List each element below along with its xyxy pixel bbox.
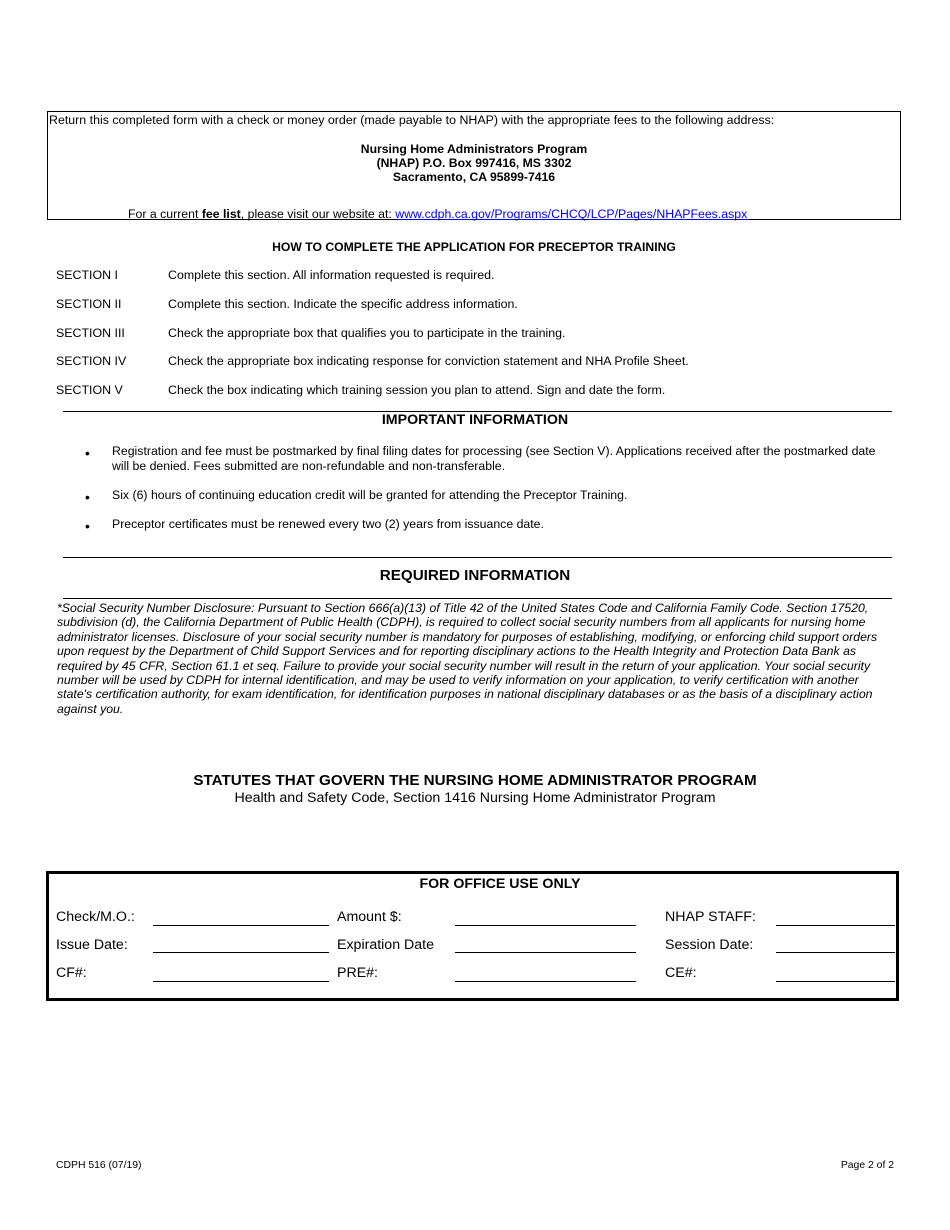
ce-line[interactable] <box>776 981 895 982</box>
section-description: Complete this section. Indicate the specific address information. <box>168 297 518 311</box>
issue-date-label: Issue Date: <box>56 937 128 953</box>
section-label: SECTION II <box>56 297 122 311</box>
pre-label: PRE#: <box>337 965 379 981</box>
amount-label: Amount $: <box>337 909 402 925</box>
bullet: • <box>85 518 90 534</box>
bullet: • <box>85 445 90 461</box>
bullet: • <box>85 489 90 505</box>
cf-line[interactable] <box>153 981 329 982</box>
section-label: SECTION I <box>56 268 118 282</box>
statutes-subtitle: Health and Safety Code, Section 1416 Nursing Home Administrator Program <box>234 790 716 806</box>
section-description: Check the appropriate box indicating response for conviction statement and NHA Profile Sheet. <box>168 354 689 368</box>
return-instructions: Return this completed form with a check or money order (made payable to NHAP) with the appropriate fees to the following address: <box>49 113 775 127</box>
check-mo-label: Check/M.O.: <box>56 909 135 925</box>
session-date-label: Session Date: <box>665 937 754 953</box>
expiration-date-line[interactable] <box>455 952 636 953</box>
section-description: Check the box indicating which training session you plan to attend. Sign and date the form. <box>168 383 666 397</box>
page-number: Page 2 of 2 <box>840 1160 894 1171</box>
required-title: REQUIRED INFORMATION <box>379 567 571 584</box>
section-label: SECTION IV <box>56 354 127 368</box>
form-id: CDPH 516 (07/19) <box>56 1160 142 1171</box>
important-item: Preceptor certificates must be renewed every two (2) years from issuance date. <box>112 517 544 531</box>
section-label: SECTION V <box>56 383 123 397</box>
session-date-line[interactable] <box>776 952 895 953</box>
address-line-2: (NHAP) P.O. Box 997416, MS 3302 <box>376 156 572 170</box>
address-line-1: Nursing Home Administrators Program <box>360 142 588 156</box>
expiration-date-label: Expiration Date <box>337 937 434 953</box>
important-item: Registration and fee must be postmarked by final filing dates for processing (see Section V). Applications received after the postmarked date will be denied. Fees submitted are non-refundable and non-transferable. <box>112 444 876 473</box>
section-description: Check the appropriate box that qualifies you to participate in the training. <box>168 326 566 340</box>
cf-label: CF#: <box>56 965 87 981</box>
check-mo-line[interactable] <box>153 925 329 926</box>
fee-list-link[interactable]: www.cdph.ca.gov/Programs/CHCQ/LCP/Pages/NHAPFees.aspx <box>395 207 748 221</box>
statutes-title: STATUTES THAT GOVERN THE NURSING HOME ADMINISTRATOR PROGRAM <box>193 772 757 789</box>
nhap-staff-label: NHAP STAFF: <box>665 909 756 925</box>
office-use-title: FOR OFFICE USE ONLY <box>419 876 581 892</box>
divider <box>63 557 892 558</box>
nhap-staff-line[interactable] <box>776 925 895 926</box>
pre-line[interactable] <box>455 981 636 982</box>
important-item: Six (6) hours of continuing education credit will be granted for attending the Preceptor Training. <box>112 488 628 502</box>
address-line-3: Sacramento, CA 95899-7416 <box>392 170 556 184</box>
section-label: SECTION III <box>56 326 125 340</box>
fee-prefix: For a current <box>128 207 202 221</box>
amount-line[interactable] <box>455 925 636 926</box>
fee-list-line <box>128 207 747 221</box>
howto-title: HOW TO COMPLETE THE APPLICATION FOR PRECEPTOR TRAINING <box>272 240 676 254</box>
divider <box>63 598 892 599</box>
issue-date-line[interactable] <box>153 952 329 953</box>
fee-list-bold: fee list <box>201 207 241 221</box>
fee-middle: , please visit our website at: <box>240 207 396 221</box>
section-description: Complete this section. All information requested is required. <box>168 268 495 282</box>
ce-label: CE#: <box>665 965 697 981</box>
important-title: IMPORTANT INFORMATION <box>381 412 569 428</box>
ssn-disclosure: *Social Security Number Disclosure: Pursuant to Section 666(a)(13) of Title 42 of the United States Code and California Family Code. Section 17520, subdivision (d), the California Department of Public Health (CDPH), is required to collect social security numbers from all applicants for nursing home administrator licenses. Disclosure of your social security number is mandatory for purposes of establishing, modifying, or enforcing child support orders upon request by the Department of Child Support Services and for reporting disciplinary actions to the Health Integrity and Protection Data Bank as required by 45 CFR, Section 61.1 et seq. Failure to provide your social security number will result in the return of your application. Your social security number will be used by CDPH for internal identification, and may be used to verify information on your application, to verify certification with another state's certification authority, for exam identification, for identification purposes in national disciplinary databases or as the basis of a disciplinary action against you. <box>57 601 878 716</box>
